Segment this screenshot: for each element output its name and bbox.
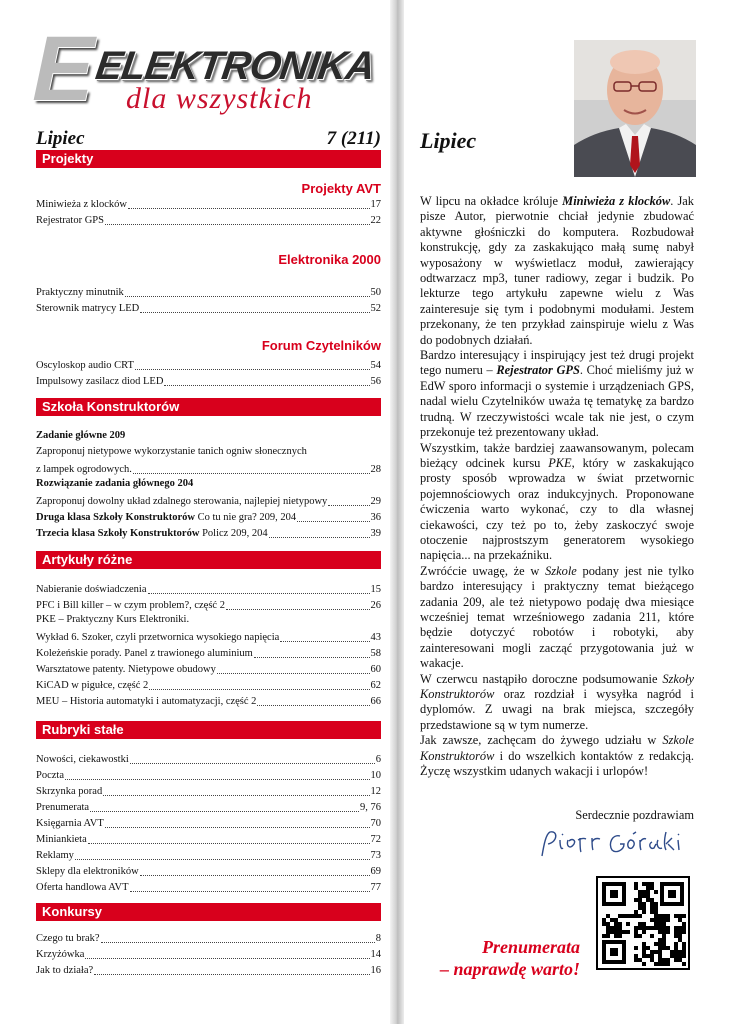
list-item[interactable]: PFC i Bill killer – w czym problem?, część 2 26 [36,600,381,611]
editorial-paragraph: Bardzo interesujący i inspirujący jest też drugi projekt tego numeru – Rejestrator GPS. Choć mieliśmy już w EdW sporo informacji o systemie i urządzeniach GPS, nadal wielu Czytelników uważa tę tematykę za bardzo trudną. W rzeczywistości wcale tak nie jest, o czym przekonuje też prezentowany układ. [420,348,694,440]
subhead-e2000: Elektronika 2000 [278,252,381,267]
list-item[interactable]: Koleżeńskie porady. Panel z trawionego aluminium 58 [36,648,381,659]
list-item[interactable]: KiCAD w pigułce, część 2 62 [36,680,381,691]
logo-subtitle: dla wszystkich [126,82,313,115]
szkola-zadanie-title: Zadanie główne 209 [36,430,126,441]
list-item[interactable]: Poczta 10 [36,770,381,781]
list-item[interactable]: Wykład 6. Szoker, czyli przetwornica wysokiego napięcia 43 [36,632,381,643]
toc-szkola [36,429,381,541]
issue-month: Lipiec [36,128,85,149]
logo-initial: E [23,18,107,120]
list-item[interactable]: Miniankieta 72 [36,834,381,845]
list-item[interactable]: Czego tu brak? 8 [36,933,381,944]
editorial-text [420,194,694,779]
list-item[interactable]: z lampek ogrodowych. 28 [36,464,381,475]
list-item[interactable]: Skrzynka porad 12 [36,786,381,797]
list-item[interactable]: Oscyloskop audio CRT 54 [36,360,381,371]
list-item[interactable]: Warsztatowe patenty. Nietypowe obudowy 60 [36,664,381,675]
list-item[interactable]: Trzecia klasa Szkoły Konstruktorów Policz 209, 204 39 [36,528,381,539]
toc-rubryki [36,751,381,895]
list-item[interactable]: Księgarnia AVT 70 [36,818,381,829]
list-item[interactable]: Nowości, ciekawostki 6 [36,754,381,765]
greeting: Serdecznie pozdrawiam [575,808,694,822]
editorial-paragraph: W lipcu na okładce króluje Miniwieża z klocków. Jak pisze Autor, pierwotnie chciał jedynie zbudować aktywne głośniczki do komputera. Rozbudował konstrukcję, gdy za zaskakująco małą sumę nabył wyposażony w wyświetlacz moduł, zawierający odtwarzacz mp3, tuner radiowy, zegar i budzik. Po lekturze tego artykułu zapewne wielu z Was zainteresuje się tym i podobnymi modułami. Jestem przekonany, że ten przykład zainspiruje wielu z Was do podobnych działań. [420,194,694,347]
list-item[interactable]: Reklamy 73 [36,850,381,861]
issue-header [36,128,381,152]
qr-code[interactable] [596,876,690,970]
toc-artykuly [36,581,381,709]
section-bar-artykuly: Artykuły różne [36,551,381,569]
list-item[interactable]: Oferta handlowa AVT 77 [36,882,381,893]
list-item[interactable]: Zaproponuj dowolny układ zdalnego sterowania, najlepiej nietypowy 29 [36,496,381,507]
editorial-paragraph: Zwróćcie uwagę, że w Szkole podany jest nie tylko bardzo interesujący i praktyczny temat bieżącego zadania 209, ale też nietypowo podaję dwa miesiące wcześniej temat wrześniowego zadania 211, które będzie dotyczyć robotów i robotyki, aby zainteresowani mogli zacząć przygotowania już w wakacje. [420,563,694,671]
toc-forum [36,357,381,389]
szkola-rozwiazanie-title: Rozwiązanie zadania głównego 204 [36,478,194,489]
list-item[interactable]: MEU – Historia automatyki i automatyzacji, część 2 66 [36,696,381,707]
editor-photo [574,40,696,177]
section-bar-konkursy: Konkursy [36,903,381,921]
section-bar-projekty: Projekty [36,150,381,168]
editorial-paragraph: Jak zawsze, zachęcam do żywego udziału w Szkole Konstruktorów i do wszelkich kontaktów z redakcją. Życzę wszystkim udanych wakacji i urlopów! [420,733,694,779]
list-item[interactable]: Praktyczny minutnik 50 [36,287,381,298]
section-bar-szkola: Szkoła Konstruktorów [36,398,381,416]
subhead-avt: Projekty AVT [301,181,381,196]
list-item[interactable]: Miniwieża z klocków 17 [36,199,381,210]
list-item[interactable]: Impulsowy zasilacz diod LED 56 [36,376,381,387]
toc-konkursy [36,930,381,978]
subhead-forum: Forum Czytelników [261,338,381,353]
toc-avt [36,196,381,228]
list-item[interactable]: Sterownik matrycy LED 52 [36,303,381,314]
editorial-title: Lipiec [420,128,477,153]
editorial-paragraph: W czerwcu nastąpiło doroczne podsumowanie Szkoły Konstruktorów oraz rozdział i wysyłka nagród i dyplomów. Z uwagi na brak miejsca, szczegóły przedstawione są w tym numerze. [420,671,694,732]
list-item[interactable]: Prenumerata 9, 76 [36,802,381,813]
magazine-logo [23,18,378,122]
list-item[interactable]: Rejestrator GPS 22 [36,215,381,226]
handwritten-signature [536,826,686,862]
list-item[interactable]: PKE – Praktyczny Kurs Elektroniki. [36,614,190,625]
szkola-zadanie-text: Zaproponuj nietypowe wykorzystanie tanich ogniw słonecznych [36,446,307,457]
issue-number: 7 (211) [326,128,381,149]
list-item[interactable]: Sklepy dla elektroników 69 [36,866,381,877]
list-item[interactable]: Jak to działa? 16 [36,965,381,976]
list-item[interactable]: Druga klasa Szkoły Konstruktorów Co tu nie gra? 209, 204 36 [36,512,381,523]
editorial-paragraph: Wszystkim, także bardziej zaawansowanym, polecam bieżący odcinek kursu PKE, który w zaskakująco prosty sposób wprowadza w świat przetwornic pojemnościowych oraz indukcyjnych. Proponowane ćwiczenia warto wykonać, czy to dla własnej ciekawości, czy też po to, żeby zaskoczyć swoje otoczenie najprostszym generatorem wysokiego napięcia... na przekaźniku. [420,440,694,563]
page-gutter [390,0,404,1024]
subscription-promo[interactable]: Prenumerata – naprawdę warto! [439,937,580,979]
toc-e2000 [36,284,381,316]
list-item[interactable]: Nabieranie doświadczenia 15 [36,584,381,595]
section-bar-rubryki: Rubryki stałe [36,721,381,739]
logo-title: ELEKTRONIKA [92,44,378,88]
list-item[interactable]: Krzyżówka 14 [36,949,381,960]
